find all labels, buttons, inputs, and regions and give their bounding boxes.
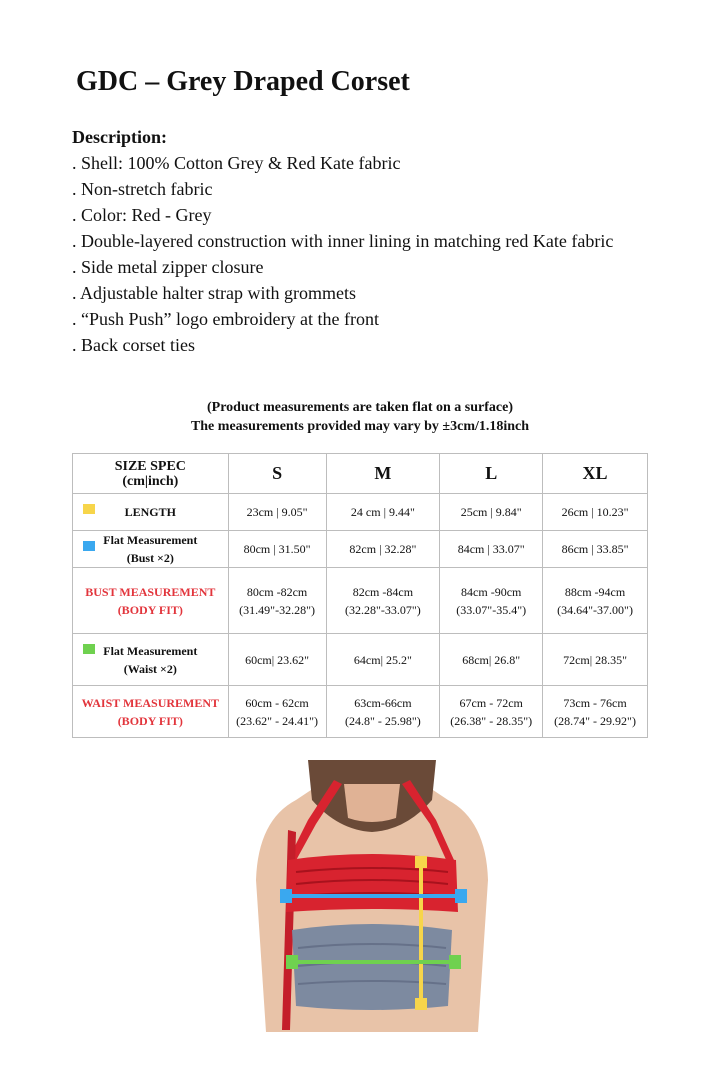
size-value-inch: (31.49"-32.28"): [239, 602, 315, 617]
size-header-l: L: [440, 454, 543, 494]
size-header-m: M: [326, 454, 440, 494]
size-value: 84cm -90cm: [461, 584, 522, 599]
size-value-cell: [440, 686, 543, 738]
measurement-note-line1: (Product measurements are taken flat on a surface): [206, 400, 513, 415]
size-value-cell: [228, 568, 326, 634]
size-value-cell: [440, 531, 543, 568]
size-value-cell: [228, 494, 326, 531]
size-value: 82cm | 32.28": [349, 542, 417, 556]
length-marker-cap-bottom: [415, 998, 427, 1010]
size-value-cell: [543, 494, 648, 531]
size-value: 25cm | 9.84": [460, 505, 522, 519]
size-value-inch: (32.28"-33.07"): [345, 602, 421, 617]
corset-waist-grey: [292, 924, 452, 1010]
color-swatch-icon: [83, 541, 95, 551]
table-row: [73, 494, 648, 531]
table-row: [73, 634, 648, 686]
description-line: . “Push Push” logo embroidery at the front: [72, 309, 379, 329]
size-value: 23cm | 9.05": [246, 505, 308, 519]
size-value: 26cm | 10.23": [561, 505, 629, 519]
size-value-cell: [543, 568, 648, 634]
size-value: 24 cm | 9.44": [350, 505, 415, 519]
color-swatch-icon: [83, 504, 95, 514]
row-label-line2: (BODY FIT): [117, 713, 183, 728]
size-spec-header: [73, 454, 229, 494]
size-value: 73cm - 76cm: [563, 695, 627, 710]
measurement-note-line2: The measurements provided may vary by ±3cm/1.18inch: [190, 419, 530, 434]
size-value-cell: [440, 568, 543, 634]
size-value: 67cm - 72cm: [459, 695, 523, 710]
product-title: GDC – Grey Draped Corset: [76, 66, 410, 97]
size-header-s: S: [228, 454, 326, 494]
size-value: 60cm| 23.62": [245, 652, 310, 667]
description-heading: Description:: [72, 127, 167, 147]
size-value: 80cm | 31.50": [243, 542, 311, 556]
row-label-line1: Flat Measurement: [103, 643, 198, 658]
description-line: . Double-layered construction with inner lining in matching red Kate fabric: [72, 231, 614, 251]
row-label: [73, 568, 229, 634]
size-value-inch: (34.64"-37.00"): [557, 602, 633, 617]
size-value-cell: [326, 568, 440, 634]
size-value: 86cm | 33.85": [561, 542, 629, 556]
table-row: [73, 531, 648, 568]
row-label-line2: (BODY FIT): [117, 602, 183, 617]
row-label: [73, 531, 229, 568]
size-value-cell: [326, 531, 440, 568]
size-value-cell: [228, 531, 326, 568]
color-swatch-icon: [83, 644, 95, 654]
size-value: 84cm | 33.07": [457, 542, 525, 556]
size-spec-unit: (cm|inch): [122, 473, 179, 489]
size-value-cell: [228, 686, 326, 738]
row-label: [73, 634, 229, 686]
size-header-xl: XL: [543, 454, 648, 494]
size-value: 63cm-66cm: [354, 695, 412, 710]
waist-marker-cap-right: [449, 955, 461, 969]
measurement-note: [0, 398, 720, 436]
description-line: . Shell: 100% Cotton Grey & Red Kate fabric: [72, 153, 401, 173]
table-row: [73, 568, 648, 634]
length-marker-cap-top: [415, 856, 427, 868]
size-value-cell: [543, 634, 648, 686]
row-label-line2: (Bust ×2): [126, 551, 174, 565]
bust-marker-cap-right: [455, 889, 467, 903]
table-header-row: [73, 454, 648, 494]
size-value: 88cm -94cm: [564, 584, 626, 599]
size-value: 68cm| 26.8": [462, 652, 521, 667]
description-line: . Back corset ties: [72, 335, 195, 355]
model-neck: [344, 784, 400, 822]
size-value-cell: [326, 634, 440, 686]
bust-marker-cap-left: [280, 889, 292, 903]
description-line: . Side metal zipper closure: [72, 257, 264, 277]
size-value: 60cm - 62cm: [245, 695, 309, 710]
size-value-cell: [543, 686, 648, 738]
size-value: 82cm -84cm: [352, 584, 414, 599]
row-label: [73, 686, 229, 738]
size-value-inch: (23.62" - 24.41"): [236, 713, 318, 728]
row-label-line1: WAIST MEASUREMENT: [81, 695, 220, 710]
size-value-cell: [543, 531, 648, 568]
description-line: . Non-stretch fabric: [72, 179, 213, 199]
size-spec-label: SIZE SPEC: [114, 458, 186, 474]
size-value-inch: (26.38" - 28.35"): [450, 713, 533, 728]
row-label-line1: Flat Measurement: [103, 533, 198, 547]
row-label-line2: (Waist ×2): [123, 661, 177, 676]
waist-marker-cap-left: [286, 955, 298, 969]
size-value: 72cm| 28.35": [563, 652, 628, 667]
size-value-cell: [440, 634, 543, 686]
size-value-inch: (28.74" - 29.92"): [554, 713, 636, 728]
row-label: [73, 494, 229, 531]
description-line: . Color: Red - Grey: [72, 205, 212, 225]
size-value-cell: [326, 686, 440, 738]
size-spec-table: [72, 453, 648, 738]
size-value-cell: [326, 494, 440, 531]
table-row: [73, 686, 648, 738]
size-value-cell: [228, 634, 326, 686]
size-value: 80cm -82cm: [246, 584, 308, 599]
row-label-line1: BUST MEASUREMENT: [85, 584, 216, 599]
row-label-line1: LENGTH: [124, 505, 176, 519]
size-value-inch: (33.07"-35.4"): [456, 602, 527, 617]
description: [72, 124, 652, 358]
size-value-inch: (24.8" - 25.98"): [345, 713, 421, 728]
size-value: 64cm| 25.2": [353, 652, 412, 667]
description-line: . Adjustable halter strap with grommets: [72, 283, 356, 303]
corset-model-figure: [236, 760, 508, 1032]
size-value-cell: [440, 494, 543, 531]
